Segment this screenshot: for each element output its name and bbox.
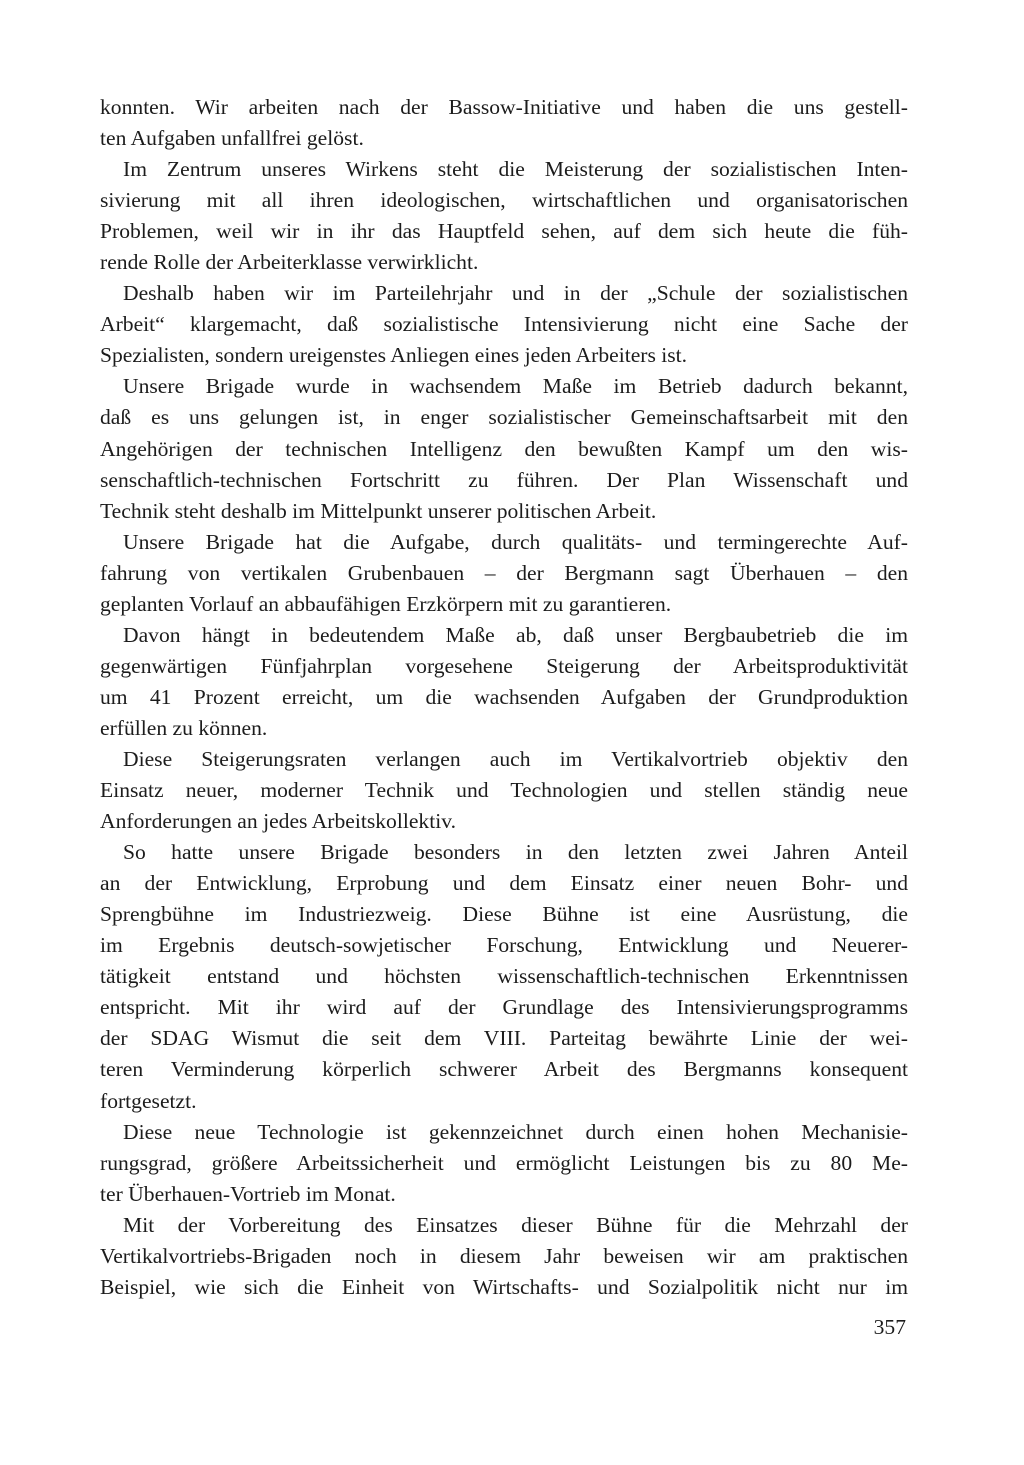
paragraph-start-line: Unsere Brigade wurde in wachsendem Maße im Betrieb dadurch bekannt,: [123, 374, 908, 399]
text-line: teren Verminderung körperlich schwerer Arbeit des Bergmanns konsequent: [100, 1057, 908, 1082]
text-line: gegenwärtigen Fünfjahrplan vorgesehene Steigerung der Arbeitsproduktivität: [100, 653, 908, 678]
text-line: fortgesetzt.: [100, 1088, 197, 1113]
text-line: rungsgrad, größere Arbeitssicherheit und ermöglicht Leistungen bis zu 80 Me-: [100, 1150, 908, 1175]
text-line: daß es uns gelungen ist, in enger sozialistischer Gemeinschaftsarbeit mit den: [100, 405, 908, 430]
text-line: geplanten Vorlauf an abbaufähigen Erzkörpern mit zu garantieren.: [100, 591, 672, 616]
text-line: Angehörigen der technischen Intelligenz den bewußten Kampf um den wis-: [100, 436, 908, 461]
paragraph-start-line: Diese Steigerungsraten verlangen auch im Vertikalvortrieb objektiv den: [123, 746, 908, 771]
text-line: Sprengbühne im Industriezweig. Diese Bühne ist eine Ausrüstung, die: [100, 902, 908, 927]
text-line: senschaftlich-technischen Fortschritt zu führen. Der Plan Wissenschaft und: [100, 467, 908, 492]
text-line: fahrung von vertikalen Grubenbauen – der Bergmann sagt Überhauen – den: [100, 560, 908, 585]
text-line: Vertikalvortriebs-Brigaden noch in diesem Jahr beweisen wir am praktischen: [100, 1243, 908, 1268]
page-number: 357: [873, 1315, 906, 1339]
text-line: Einsatz neuer, moderner Technik und Technologien und stellen ständig neue: [100, 778, 908, 803]
paragraph-start-line: Davon hängt in bedeutendem Maße ab, daß unser Bergbaubetrieb die im: [123, 622, 908, 647]
paragraph-start-line: Diese neue Technologie ist gekennzeichnet durch einen hohen Mechanisie-: [123, 1119, 908, 1144]
text-line: tätigkeit entstand und höchsten wissenschaftlich-technischen Erkenntnissen: [100, 964, 908, 989]
text-line: Anforderungen an jedes Arbeitskollektiv.: [100, 809, 457, 834]
text-line: ten Aufgaben unfallfrei gelöst.: [100, 126, 364, 151]
text-line: Technik steht deshalb im Mittelpunkt unserer politischen Arbeit.: [100, 498, 657, 523]
text-line: Beispiel, wie sich die Einheit von Wirtschafts- und Sozialpolitik nicht nur im: [100, 1274, 908, 1299]
text-line: Problemen, weil wir in ihr das Hauptfeld sehen, auf dem sich heute die füh-: [100, 219, 908, 244]
paragraph-start-line: Deshalb haben wir im Parteilehrjahr und in der „Schule der sozialistischen: [123, 281, 908, 306]
paragraph-start-line: So hatte unsere Brigade besonders in den letzten zwei Jahren Anteil: [123, 840, 908, 865]
text-line: erfüllen zu können.: [100, 715, 268, 740]
paragraph-start-line: Unsere Brigade hat die Aufgabe, durch qualitäts- und termingerechte Auf-: [123, 529, 908, 554]
text-line: Spezialisten, sondern ureigenstes Anliegen eines jeden Arbeiters ist.: [100, 343, 688, 368]
text-line: im Ergebnis deutsch-sowjetischer Forschung, Entwicklung und Neuerer-: [100, 933, 908, 958]
text-line: der SDAG Wismut die seit dem VIII. Parteitag bewährte Linie der wei-: [100, 1026, 908, 1051]
text-line: rende Rolle der Arbeiterklasse verwirklicht.: [100, 250, 479, 275]
text-line: Arbeit“ klargemacht, daß sozialistische Intensivierung nicht eine Sache der: [100, 312, 908, 337]
paragraph-start-line: Im Zentrum unseres Wirkens steht die Meisterung der sozialistischen Inten-: [123, 157, 908, 182]
text-line: an der Entwicklung, Erprobung und dem Einsatz einer neuen Bohr- und: [100, 871, 908, 896]
paragraph-start-line: Mit der Vorbereitung des Einsatzes dieser Bühne für die Mehrzahl der: [123, 1212, 908, 1237]
text-line: konnten. Wir arbeiten nach der Bassow-Initiative und haben die uns gestell-: [100, 95, 908, 119]
text-line: sivierung mit all ihren ideologischen, wirtschaftlichen und organisatorischen: [100, 188, 908, 213]
text-line: entspricht. Mit ihr wird auf der Grundlage des Intensivierungsprogramms: [100, 995, 908, 1020]
text-line: ter Überhauen-Vortrieb im Monat.: [100, 1181, 396, 1206]
page-body-text: [100, 92, 908, 1303]
text-line: um 41 Prozent erreicht, um die wachsenden Aufgaben der Grundproduktion: [100, 684, 908, 709]
